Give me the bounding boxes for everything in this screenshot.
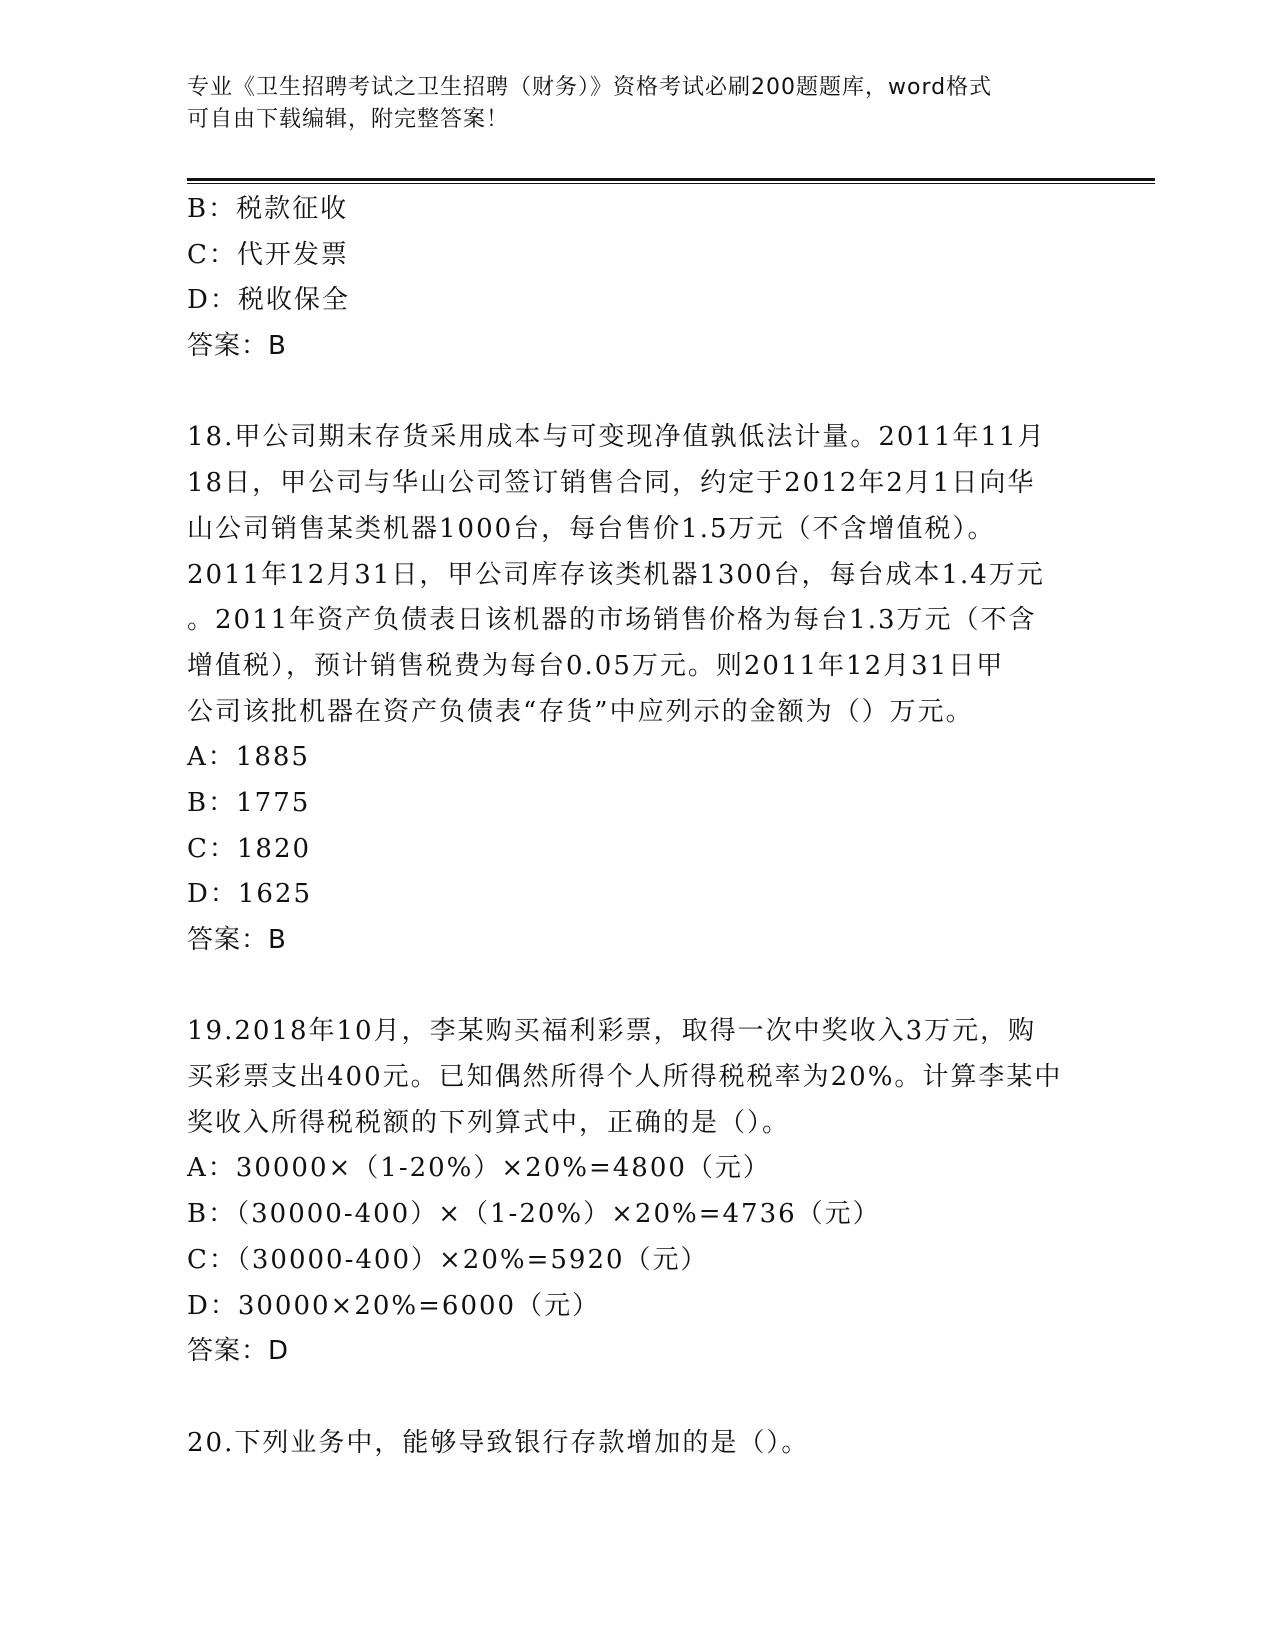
question-20 <box>187 1421 1087 1467</box>
question-17-tail <box>187 187 1087 370</box>
option-b: B：1775 <box>187 787 311 818</box>
spacer <box>187 370 1087 416</box>
question-text-line: 增值税），预计销售税费为每台0.05万元。则2011年12月31日甲 <box>187 650 1005 681</box>
option-b: B：税款征收 <box>187 194 349 224</box>
header-line-2: 可自由下载编辑，附完整答案！ <box>187 107 510 132</box>
header-divider-thin <box>187 183 1155 184</box>
question-text-line: 20.下列业务中，能够导致银行存款增加的是（）。 <box>187 1427 810 1458</box>
question-text-line: 18日，甲公司与华山公司签订销售合同，约定于2012年2月1日向华 <box>187 468 1036 499</box>
answer: 答案：B <box>187 331 287 362</box>
option-b: B：（30000-400）×（1-20%）×20%=4736（元） <box>187 1199 881 1230</box>
document-header <box>187 72 1067 136</box>
spacer <box>187 964 1087 1010</box>
answer: 答案：D <box>187 1336 290 1367</box>
document-body <box>187 187 1087 1466</box>
option-c: C：1820 <box>187 833 312 864</box>
answer: 答案：B <box>187 925 287 955</box>
header-line-1: 专业《卫生招聘考试之卫生招聘（财务）》资格考试必刷200题题库，word格式 <box>187 75 993 100</box>
question-text-line: 。2011年资产负债表日该机器的市场销售价格为每台1.3万元（不含 <box>187 605 1037 636</box>
question-text-line: 19.2018年10月，李某购买福利彩票，取得一次中奖收入3万元，购 <box>187 1016 1037 1047</box>
option-c: C：代开发票 <box>187 239 349 270</box>
question-text-line: 买彩票支出400元。已知偶然所得个人所得税税率为20%。计算李某中 <box>187 1062 1063 1093</box>
question-text-line: 2011年12月31日，甲公司库存该类机器1300台，每台成本1.4万元 <box>187 559 1045 590</box>
option-a: A：30000×（1-20%）×20%=4800（元） <box>187 1153 771 1184</box>
question-text-line: 18.甲公司期末存货采用成本与可变现净值孰低法计量。2011年11月 <box>187 422 1046 453</box>
spacer <box>187 1375 1087 1421</box>
option-d: D：30000×20%=6000（元） <box>187 1290 601 1321</box>
header-divider-thick <box>187 178 1155 181</box>
question-text-line: 奖收入所得税税额的下列算式中，正确的是（）。 <box>187 1107 791 1138</box>
option-c: C：（30000-400）×20%=5920（元） <box>187 1244 709 1275</box>
option-d: D：税收保全 <box>187 285 350 316</box>
question-text-line: 公司该批机器在资产负债表“存货”中应列示的金额为（）万元。 <box>187 696 974 727</box>
question-text-line: 山公司销售某类机器1000台，每台售价1.5万元（不含增值税）。 <box>187 513 996 544</box>
option-d: D：1625 <box>187 879 313 910</box>
question-18 <box>187 415 1087 963</box>
question-19 <box>187 1009 1087 1375</box>
option-a: A：1885 <box>187 742 310 773</box>
